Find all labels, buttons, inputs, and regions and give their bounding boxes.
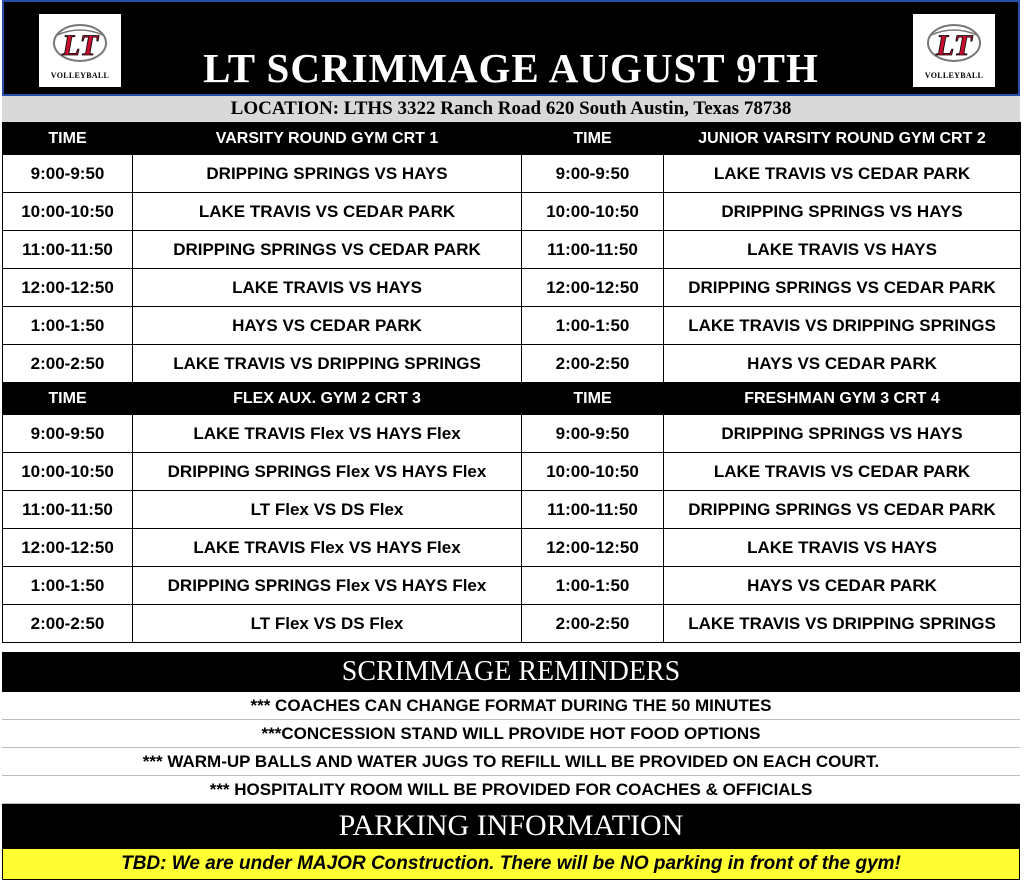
reminders-title: SCRIMMAGE REMINDERS	[2, 652, 1020, 692]
matchup-cell: DRIPPING SPRINGS Flex VS HAYS Flex	[133, 453, 522, 491]
matchup-cell: DRIPPING SPRINGS VS CEDAR PARK	[133, 231, 522, 269]
time-cell: 11:00-11:50	[522, 231, 664, 269]
time-cell: 10:00-10:50	[522, 453, 664, 491]
parking-notice: TBD: We are under MAJOR Construction. There will be NO parking in front of the gym!	[2, 848, 1020, 880]
reminder-item: *** HOSPITALITY ROOM WILL BE PROVIDED FOR COACHES & OFFICIALS	[2, 776, 1020, 804]
matchup-cell: LT Flex VS DS Flex	[133, 605, 522, 643]
time-cell: 12:00-12:50	[522, 529, 664, 567]
time-column-header: TIME	[3, 383, 133, 415]
time-cell: 10:00-10:50	[522, 193, 664, 231]
matchup-cell: HAYS VS CEDAR PARK	[133, 307, 522, 345]
table-row	[3, 193, 1021, 231]
time-column-header: TIME	[3, 123, 133, 155]
table-row	[3, 155, 1021, 193]
table-row	[3, 567, 1021, 605]
logo-caption: VOLLEYBALL	[924, 71, 984, 80]
time-cell: 12:00-12:50	[522, 269, 664, 307]
time-cell: 2:00-2:50	[3, 345, 133, 383]
table-row	[3, 307, 1021, 345]
table-row	[3, 529, 1021, 567]
time-cell: 1:00-1:50	[522, 307, 664, 345]
table-row	[3, 605, 1021, 643]
svg-text:LT: LT	[935, 29, 973, 62]
section-header-row	[3, 383, 1021, 415]
matchup-cell: LAKE TRAVIS VS CEDAR PARK	[664, 453, 1021, 491]
svg-text:LT: LT	[61, 29, 99, 62]
page-title: LT SCRIMMAGE AUGUST 9TH	[203, 45, 819, 91]
time-cell: 9:00-9:50	[522, 155, 664, 193]
time-cell: 12:00-12:50	[3, 269, 133, 307]
matchup-cell: DRIPPING SPRINGS VS HAYS	[664, 193, 1021, 231]
matchup-cell: LAKE TRAVIS VS CEDAR PARK	[133, 193, 522, 231]
table-row	[3, 415, 1021, 453]
table-row	[3, 231, 1021, 269]
table-row	[3, 345, 1021, 383]
matchup-cell: LAKE TRAVIS VS CEDAR PARK	[664, 155, 1021, 193]
time-cell: 11:00-11:50	[3, 491, 133, 529]
table-row	[3, 453, 1021, 491]
matchup-cell: DRIPPING SPRINGS VS CEDAR PARK	[664, 491, 1021, 529]
court-column-header: FRESHMAN GYM 3 CRT 4	[664, 383, 1021, 415]
matchup-cell: LAKE TRAVIS Flex VS HAYS Flex	[133, 415, 522, 453]
time-cell: 9:00-9:50	[3, 415, 133, 453]
court-column-header: FLEX AUX. GYM 2 CRT 3	[133, 383, 522, 415]
time-column-header: TIME	[522, 123, 664, 155]
matchup-cell: LAKE TRAVIS Flex VS HAYS Flex	[133, 529, 522, 567]
volleyball-logo-icon	[45, 21, 115, 69]
title-banner	[2, 0, 1020, 96]
matchup-cell: DRIPPING SPRINGS VS CEDAR PARK	[664, 269, 1021, 307]
time-cell: 1:00-1:50	[3, 567, 133, 605]
time-column-header: TIME	[522, 383, 664, 415]
court-column-header: VARSITY ROUND GYM CRT 1	[133, 123, 522, 155]
matchup-cell: HAYS VS CEDAR PARK	[664, 567, 1021, 605]
reminder-item: ***CONCESSION STAND WILL PROVIDE HOT FOOD OPTIONS	[2, 720, 1020, 748]
time-cell: 1:00-1:50	[3, 307, 133, 345]
time-cell: 11:00-11:50	[522, 491, 664, 529]
location-bar: LOCATION: LTHS 3322 Ranch Road 620 South Austin, Texas 78738	[2, 96, 1020, 122]
logo-right	[913, 14, 995, 87]
time-cell: 12:00-12:50	[3, 529, 133, 567]
section-header-row	[3, 123, 1021, 155]
matchup-cell: LAKE TRAVIS VS DRIPPING SPRINGS	[664, 307, 1021, 345]
matchup-cell: LAKE TRAVIS VS HAYS	[664, 231, 1021, 269]
volleyball-logo-icon	[919, 21, 989, 69]
time-cell: 2:00-2:50	[3, 605, 133, 643]
time-cell: 9:00-9:50	[3, 155, 133, 193]
reminder-item: *** WARM-UP BALLS AND WATER JUGS TO REFILL WILL BE PROVIDED ON EACH COURT.	[2, 748, 1020, 776]
matchup-cell: LAKE TRAVIS VS HAYS	[664, 529, 1021, 567]
time-cell: 11:00-11:50	[3, 231, 133, 269]
table-row	[3, 269, 1021, 307]
matchup-cell: LAKE TRAVIS VS HAYS	[133, 269, 522, 307]
matchup-cell: DRIPPING SPRINGS VS HAYS	[133, 155, 522, 193]
matchup-cell: LAKE TRAVIS VS DRIPPING SPRINGS	[133, 345, 522, 383]
table-row	[3, 491, 1021, 529]
time-cell: 2:00-2:50	[522, 605, 664, 643]
matchup-cell: HAYS VS CEDAR PARK	[664, 345, 1021, 383]
time-cell: 2:00-2:50	[522, 345, 664, 383]
matchup-cell: LT Flex VS DS Flex	[133, 491, 522, 529]
time-cell: 1:00-1:50	[522, 567, 664, 605]
matchup-cell: DRIPPING SPRINGS Flex VS HAYS Flex	[133, 567, 522, 605]
schedule-table	[2, 122, 1021, 643]
matchup-cell: LAKE TRAVIS VS DRIPPING SPRINGS	[664, 605, 1021, 643]
reminder-item: *** COACHES CAN CHANGE FORMAT DURING THE 50 MINUTES	[2, 692, 1020, 720]
time-cell: 9:00-9:50	[522, 415, 664, 453]
time-cell: 10:00-10:50	[3, 193, 133, 231]
logo-left	[39, 14, 121, 87]
parking-title: PARKING INFORMATION	[2, 804, 1020, 848]
logo-caption: VOLLEYBALL	[50, 71, 110, 80]
court-column-header: JUNIOR VARSITY ROUND GYM CRT 2	[664, 123, 1021, 155]
time-cell: 10:00-10:50	[3, 453, 133, 491]
matchup-cell: DRIPPING SPRINGS VS HAYS	[664, 415, 1021, 453]
